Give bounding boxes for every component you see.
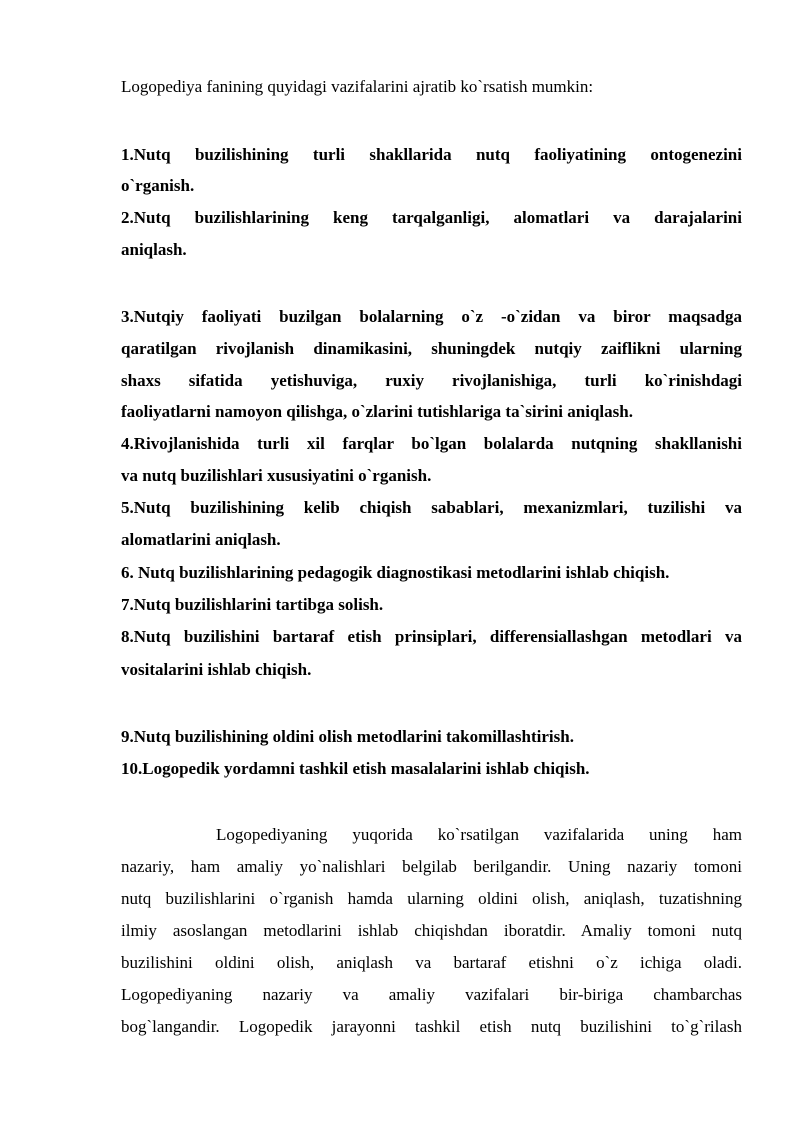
list-item-3-line-4: faoliyatlarni namoyon qilishga, o`zlarini tutishlariga ta`sirini aniqlash. (121, 402, 633, 421)
list-item-3-line-1: 3.Nutqiy faoliyati buzilgan bolalarning o`z -o`zidan va biror maqsadga (121, 307, 742, 326)
list-item-4-line-1: 4.Rivojlanishida turli xil farqlar bo`lgan bolalarda nutqning shakllanishi (121, 434, 742, 453)
list-item-4-line-2: va nutq buzilishlari xususiyatini o`rganish. (121, 466, 432, 485)
list-item-5-line-2: alomatlarini aniqlash. (121, 530, 281, 549)
list-item-1-line-1: 1.Nutq buzilishining turli shakllarida nutq faoliyatining ontogenezini (121, 145, 742, 164)
list-item-3-line-3: shaxs sifatida yetishuviga, ruxiy rivojlanishiga, turli ko`rinishdagi (121, 371, 742, 390)
paragraph-line-5: buzilishini oldini olish, aniqlash va bartaraf etishni o`z ichiga oladi. (121, 953, 742, 972)
list-item-8-line-2: vositalarini ishlab chiqish. (121, 660, 312, 679)
list-item-5-line-1: 5.Nutq buzilishining kelib chiqish sabablari, mexanizmlari, tuzilishi va (121, 498, 742, 517)
paragraph-line-7: bog`langandir. Logopedik jarayonni tashkil etish nutq buzilishini to`g`rilash (121, 1017, 742, 1036)
list-item-6: 6. Nutq buzilishlarining pedagogik diagnostikasi metodlarini ishlab chiqish. (121, 563, 670, 582)
paragraph-line-6: Logopediyaning nazariy va amaliy vazifalari bir-biriga chambarchas (121, 985, 742, 1004)
intro-text: Logopediya fanining quyidagi vazifalarini ajratib ko`rsatish mumkin: (121, 77, 594, 96)
list-item-2-line-1: 2.Nutq buzilishlarining keng tarqalganligi, alomatlari va darajalarini (121, 208, 742, 227)
list-item-8-line-1: 8.Nutq buzilishini bartaraf etish prinsiplari, differensiallashgan metodlari va (121, 627, 742, 646)
list-item-10: 10.Logopedik yordamni tashkil etish masalalarini ishlab chiqish. (121, 759, 590, 778)
list-item-7: 7.Nutq buzilishlarini tartibga solish. (121, 595, 384, 614)
paragraph-line-1: Logopediyaning yuqorida ko`rsatilgan vazifalarida uning ham (216, 825, 742, 844)
list-item-9: 9.Nutq buzilishining oldini olish metodlarini takomillashtirish. (121, 727, 574, 746)
list-item-1-line-2: o`rganish. (121, 176, 195, 195)
paragraph-line-2: nazariy, ham amaliy yo`nalishlari belgilab berilgandir. Uning nazariy tomoni (121, 857, 742, 876)
list-item-2-line-2: aniqlash. (121, 240, 187, 259)
paragraph-line-4: ilmiy asoslangan metodlarini ishlab chiqishdan iboratdir. Amaliy tomoni nutq (121, 921, 742, 940)
paragraph-line-3: nutq buzilishlarini o`rganish hamda ularning oldini olish, aniqlash, tuzatishning (121, 889, 742, 908)
list-item-3-line-2: qaratilgan rivojlanish dinamikasini, shuningdek nutqiy zaiflikni ularning (121, 339, 742, 358)
